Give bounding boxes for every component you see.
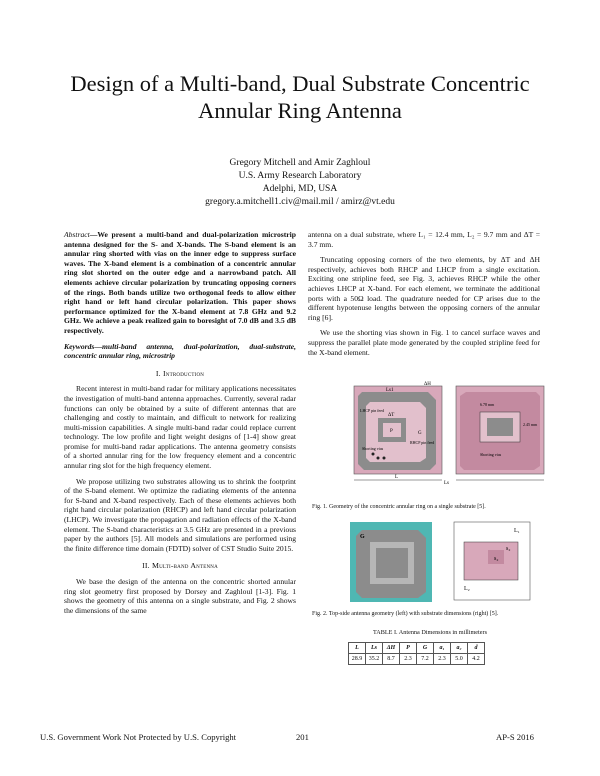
- fig1-label-ls: Ls: [444, 481, 449, 486]
- intro-paragraph-1: Recent interest in multi-band radar for military applications necessitates the investigation of multi-band antenna approaches. Currently, several radar functions can only be obtained by a suite of different antennas that are challenging and costly to maintain, and difficult to network for realizing multi-mission capabilities. A single multi-band radar could replace current technology. The low profile and light weight designs of [1-4] show great promise for multi-band radar applications. The antenna geometry consists of a shorted annular ring for the low frequency element and a concentric annular ring slot for the high frequency element.: [64, 384, 296, 471]
- table-cell: 5.0: [451, 654, 468, 665]
- table-header: L: [349, 643, 366, 654]
- abstract-text: —We present a multi-band and dual-polarization microstrip antenna designed for the S- and X-bands. The S-band element is an annular ring shorted with vias on the inner edge to suppress surface waves. The X-band element is a combination of a concentric annular ring slot shorted on the outer edge and a narrowband patch. All elements achieve circular polarization by truncating opposing corners of the rings. Both bands utilize two orthogonal feeds to allow either right hand or left hand circular polarization. This paper shows performance optimized for the X-band element at 7.8 GHz and 9.2 GHz. We achieve a peak realized gain to boresight of 7.0 dB and 3.5 dB respectively.: [64, 230, 296, 335]
- table-cell: 8.7: [383, 654, 400, 665]
- fig1-via: [383, 457, 386, 460]
- abstract-label: Abstract: [64, 230, 90, 239]
- table-header: P: [400, 643, 417, 654]
- fig2-label-g: G: [360, 534, 365, 540]
- figure-1: [340, 378, 550, 498]
- section-heading-multiband: [64, 561, 296, 571]
- table-title: TABLE I. Antenna Dimensions in millimeters: [373, 629, 487, 636]
- table-cell: 4.2: [468, 654, 485, 665]
- table-row: [349, 654, 485, 665]
- table-cell: 7.2: [417, 654, 434, 665]
- fig1-label-p: P: [390, 429, 393, 434]
- fig1-label-dh: ΔH: [424, 382, 431, 387]
- fig2-label-s2-inner: s₂: [494, 556, 499, 562]
- right-paragraph-3: We use the shorting vias shown in Fig. 1 to cancel surface waves and suppress the parallel plate mode generated by the coupled stripline feed for the X-band element.: [308, 328, 540, 357]
- fig2-label-l1: L₁: [514, 528, 520, 534]
- section-title: Multi-band Antenna: [151, 561, 218, 571]
- fig2-label-s2: s₂: [506, 546, 511, 552]
- author-block: [150, 157, 450, 209]
- dimension-table: [348, 642, 485, 665]
- fig1-label-len1: 6.78 mm: [480, 402, 495, 407]
- paper-title: Design of a Multi-band, Dual Substrate Concentric Annular Ring Antenna: [70, 71, 530, 123]
- fig1-label-vias2: Shorting vias: [480, 452, 502, 457]
- footer-page-number: 201: [296, 732, 309, 742]
- fig1-label-vias: Shorting vias: [362, 446, 384, 451]
- fig2-label-l2: L₂: [464, 586, 470, 592]
- footer-conference: AP-S 2016: [496, 732, 534, 742]
- table-header: a₂: [451, 643, 468, 654]
- fig1-inner-patch-right: [487, 418, 513, 436]
- fig1-label-g: G: [418, 431, 422, 436]
- table-header: ΔH: [383, 643, 400, 654]
- table-cell: 35.2: [366, 654, 383, 665]
- left-column: [64, 230, 296, 621]
- fig1-via: [372, 453, 375, 456]
- right-column: [308, 230, 540, 363]
- fig1-label-len2: 2.45 mm: [523, 422, 538, 427]
- section-number: I.: [155, 368, 161, 378]
- abstract: [64, 230, 296, 336]
- keywords-label: Keywords: [64, 341, 95, 351]
- section-number: II.: [142, 561, 150, 571]
- multiband-paragraph-1: We base the design of the antenna on the concentric shorted annular ring slot geometry first proposed by Dorsey and Zaghloul [1-3]. Fig. 1 shows the geometry of this antenna on a single substrate, and Fig. 2 shows the dimensions of the same: [64, 577, 296, 615]
- fig1-via: [377, 457, 380, 460]
- figure-2: [346, 520, 546, 604]
- keywords: [64, 342, 296, 361]
- fig1-label-ls1: Ls1: [386, 388, 394, 393]
- table-cell: 28.9: [349, 654, 366, 665]
- table-header: Ls: [366, 643, 383, 654]
- figure-2-caption: Fig. 2. Top-side antenna geometry (left) with substrate dimensions (right) [5].: [312, 611, 499, 617]
- fig1-label-dt: ΔT: [388, 413, 395, 418]
- author-names: Gregory Mitchell and Amir Zaghloul: [229, 158, 371, 168]
- author-location: Adelphi, MD, USA: [262, 184, 338, 194]
- right-paragraph-1: antenna on a dual substrate, where L₁ = 12.4 mm, L₂ = 9.7 mm and ΔT = 3.7 mm.: [308, 230, 540, 249]
- table-header: d: [468, 643, 485, 654]
- keywords-text: —multi-band antenna, dual-polarization, dual-substrate, concentric annular ring, microstrip: [64, 341, 296, 361]
- fig2-inner: [376, 548, 408, 578]
- section-title: Introduction: [163, 368, 205, 378]
- table-cell: 2.3: [400, 654, 417, 665]
- table-cell: 2.3: [434, 654, 451, 665]
- intro-paragraph-2: We propose utilizing two substrates allowing us to shrink the footprint of the S-band element. We optimize the radiating elements of the antenna for S-band and X-band respectively. Each of these elements achieves both right hand circular polarization (RHCP) and left hand circular polarization (LHCP). We investigate the propagation and radiation effects of the X-band element. The S-band characteristics at 3.5 GHz are presented in a previous paper by the authors [5]. All models and simulations are performed using the finite difference time domain (FDTD) solver of CST Studio Suite 2015.: [64, 476, 296, 553]
- fig1-label-l: L: [395, 475, 399, 480]
- figure-1-caption: Fig. 1. Geometry of the concentric annular ring on a single substrate [5].: [312, 504, 486, 510]
- section-heading-introduction: [64, 369, 296, 379]
- author-org: U.S. Army Research Laboratory: [238, 171, 362, 181]
- fig1-label-lhcp: LHCP pin feed: [360, 408, 385, 413]
- footer-copyright: U.S. Government Work Not Protected by U.S. Copyright: [40, 732, 237, 742]
- fig1-label-rhcp: RHCP pin feed: [410, 440, 435, 445]
- author-emails: gregory.a.mitchell1.civ@mail.mil / amirz@vt.edu: [205, 197, 395, 207]
- table-header-row: [349, 643, 485, 654]
- table-header: a₁: [434, 643, 451, 654]
- right-paragraph-2: Truncating opposing corners of the two elements, by ΔT and ΔH respectively, achieves both RHCP and LHCP from a single excitation. Exciting one stripline feed, see Fig. 3, achieves RHCP while the other achieves LHCP at X-band. For each element, we terminate the additional ports with a 50Ω load. The quadrature needed for CP arises due to the different hypotenuse lengths between the opposing corners of the annular ring [6].: [308, 255, 540, 322]
- table-header: G: [417, 643, 434, 654]
